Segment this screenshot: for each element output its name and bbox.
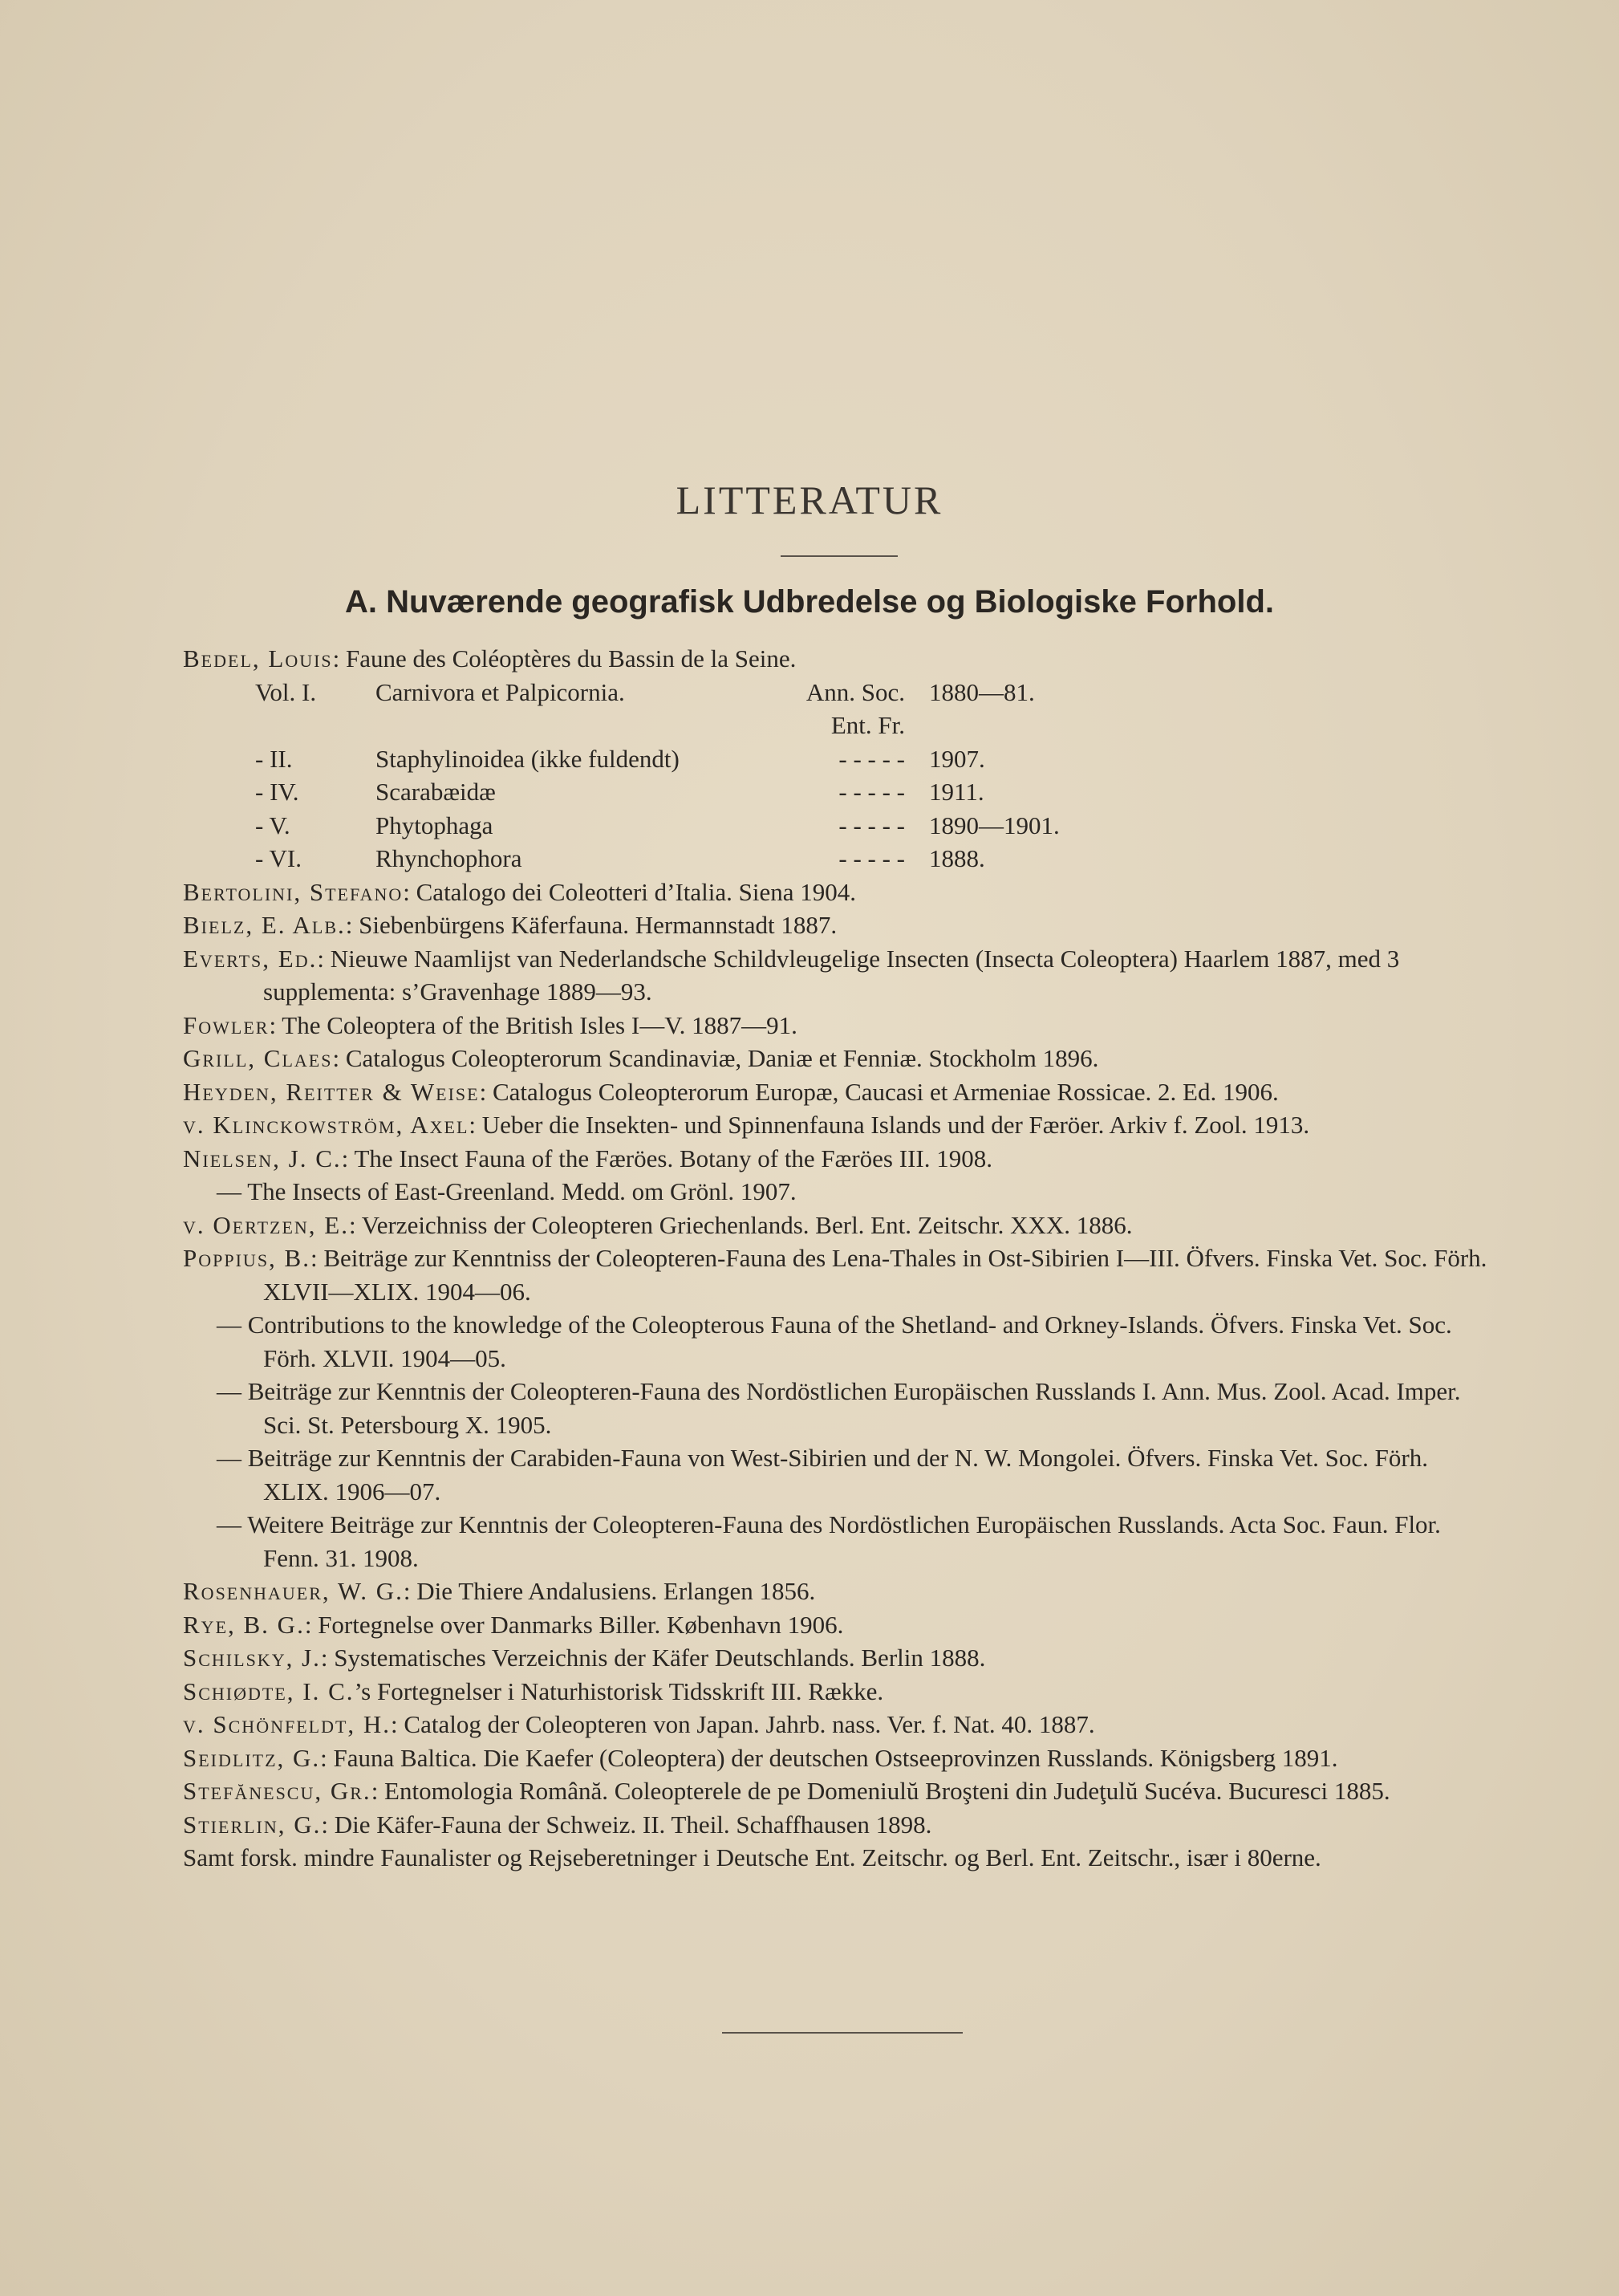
entry-text: : Catalogus Coleopterorum Scandinaviæ, Daniæ et Fenniæ. Stockholm 1896. — [332, 1044, 1099, 1072]
entry-text: : Die Käfer-Fauna der Schweiz. II. Theil. Schaffhausen 1898. — [321, 1810, 932, 1839]
volume-title: Phytophaga — [375, 811, 493, 839]
bibliography-entry — [183, 908, 1499, 942]
entry-text: — Beiträge zur Kenntnis der Coleopteren-Fauna des Nordöstlichen Europäischen Russlands I. Ann. Mus. Zool. Acad. Imper. Sci. St. Petersbourg X. 1905. — [217, 1377, 1461, 1439]
entry-text: : Fortegnelse over Danmarks Biller. København 1906. — [304, 1610, 844, 1639]
volume-source: - - - - - — [838, 778, 905, 806]
entry-text: : The Coleoptera of the British Isles I—V. 1887—91. — [269, 1010, 797, 1039]
entry-author: Nielsen, J. C. — [183, 1144, 342, 1172]
entry-author: Seidlitz, G. — [183, 1743, 321, 1772]
entry-text: — The Insects of East-Greenland. Medd. om Grönl. 1907. — [217, 1177, 797, 1205]
entry-list — [183, 876, 1499, 1875]
entry-text: : Siebenbürgens Käferfauna. Hermannstadt 1887. — [345, 911, 838, 939]
entry-text: — Weitere Beiträge zur Kenntnis der Coleopteren-Fauna des Nordöstlichen Europäischen Russlands. Acta Soc. Faun. Flor. Fenn. 31. 1908. — [217, 1510, 1441, 1572]
volume-year: 1890—1901. — [929, 811, 1060, 839]
bibliography-entry — [183, 1774, 1499, 1808]
entry-author: Rosenhauer, W. G. — [183, 1577, 404, 1605]
bibliography-entry — [183, 1042, 1499, 1075]
bibliography-entry — [183, 1009, 1499, 1042]
bibliography-entry — [183, 1075, 1499, 1109]
entry-text: : Ueber die Insekten- und Spinnenfauna Islands und der Færöer. Arkiv f. Zool. 1913. — [469, 1111, 1310, 1139]
bibliography-entry — [183, 1375, 1499, 1441]
volume-year: 1907. — [929, 744, 985, 773]
volume-number: - IV. — [255, 778, 299, 806]
bibliography-entry — [183, 1808, 1499, 1842]
volume-year: 1880—81. — [929, 677, 1035, 706]
volume-year: 1911. — [929, 778, 984, 806]
entry-author: Stefănescu, Gr. — [183, 1777, 371, 1805]
volume-number: - VI. — [255, 844, 302, 872]
entry-text: : Verzeichniss der Coleopteren Griechenlands. Berl. Ent. Zeitschr. XXX. 1886. — [348, 1210, 1133, 1239]
volume-title: Staphylinoidea (ikke fuldendt) — [375, 744, 680, 773]
bibliography-entry-bedel — [183, 642, 1499, 676]
entry-text: Samt forsk. mindre Faunalister og Rejseberetninger i Deutsche Ent. Zeitschr. og Berl. Ent. Zeitschr., især i 80erne. — [183, 1843, 1321, 1871]
entry-author: Everts, Ed. — [183, 944, 318, 973]
entry-author: Rye, B. G. — [183, 1610, 305, 1639]
entry-author: Bertolini, Stefano — [183, 877, 404, 906]
bibliography-entry — [183, 1741, 1499, 1775]
entry-text: : The Insect Fauna of the Færöes. Botany of the Færöes III. 1908. — [341, 1144, 992, 1172]
bibliography-entry — [183, 1641, 1499, 1675]
entry-author: Schilsky, J. — [183, 1644, 321, 1672]
bibliography-entry — [183, 1575, 1499, 1608]
entry-text: : Fauna Baltica. Die Kaefer (Coleoptera) der deutschen Ostseeprovinzen Russlands. Königsberg 1891. — [320, 1743, 1338, 1772]
entry-author: Bielz, E. Alb. — [183, 911, 346, 939]
volume-number: Vol. I. — [255, 677, 317, 706]
bibliography-entry — [183, 1441, 1499, 1508]
section-heading: A. Nuværende geografisk Udbredelse og Biologiske Forhold. — [345, 584, 1274, 620]
volume-row — [255, 742, 1499, 776]
entry-text: : Die Thiere Andalusiens. Erlangen 1856. — [403, 1577, 816, 1605]
bibliography-entry — [183, 1508, 1499, 1575]
entry-author: v. Oertzen, E. — [183, 1210, 349, 1239]
entry-author: Poppius, B. — [183, 1244, 310, 1272]
volume-source: Ann. Soc. Ent. Fr. — [805, 677, 905, 739]
entry-text: — Beiträge zur Kenntnis der Carabiden-Fauna von West-Sibirien und der N. W. Mongolei. Öfvers. Finska Vet. Soc. Förh. XLIX. 1906—07. — [217, 1444, 1428, 1506]
bibliography-entry — [183, 1241, 1499, 1308]
entry-author: Stierlin, G. — [183, 1810, 322, 1839]
entry-text: : Entomologia Română. Coleopterele de pe Domeniulŭ Broşteni din Judeţulŭ Sucéva. Bucuresci 1885. — [371, 1777, 1390, 1805]
bibliography-entry — [183, 1708, 1499, 1741]
volume-title: Rhynchophora — [375, 844, 522, 872]
volume-source: - - - - - — [838, 744, 905, 773]
bibliography-entry — [183, 1675, 1499, 1709]
volume-year: 1888. — [929, 844, 985, 872]
volume-source: - - - - - — [838, 811, 905, 839]
bibliography-entry — [183, 1142, 1499, 1176]
bibliography-entry — [183, 1108, 1499, 1142]
bibliography-entry — [183, 1608, 1499, 1642]
closing-divider — [722, 2032, 963, 2034]
entry-text: : Beiträge zur Kenntniss der Coleopteren-Fauna des Lena-Thales in Ost-Sibirien I—III. Öfvers. Finska Vet. Soc. Förh. XLVII—XLIX. 1904—06. — [263, 1244, 1487, 1306]
bibliography-entry — [183, 1175, 1499, 1209]
entry-text: ’s Fortegnelser i Naturhistorisk Tidsskrift III. Række. — [354, 1676, 884, 1705]
entry-text: : Catalogo dei Coleotteri d’Italia. Siena 1904. — [403, 877, 857, 906]
entry-text: — Contributions to the knowledge of the Coleopterous Fauna of the Shetland- and Orkney-Islands. Öfvers. Finska Vet. Soc. Förh. XLVII. 1904—05. — [217, 1311, 1452, 1372]
bibliography-list — [183, 642, 1499, 1875]
volume-row — [255, 775, 1499, 809]
entry-text: : Systematisches Verzeichnis der Käfer Deutschlands. Berlin 1888. — [320, 1644, 986, 1672]
entry-author: Heyden, Reitter & Weise — [183, 1077, 480, 1106]
entry-author: Schiødte, I. C. — [183, 1676, 355, 1705]
entry-author: v. Schönfeldt, H. — [183, 1710, 392, 1738]
volume-title: Carnivora et Palpicornia. — [375, 677, 625, 706]
volume-title: Scarabæidæ — [375, 778, 496, 806]
volume-number: - II. — [255, 744, 293, 773]
entry-text: : Catalogus Coleopterorum Europæ, Caucasi et Armeniae Rossicae. 2. Ed. 1906. — [479, 1077, 1279, 1106]
bibliography-entry — [183, 1209, 1499, 1242]
bibliography-entry — [183, 942, 1499, 1009]
page-title: LITTERATUR — [676, 477, 943, 522]
volume-row — [255, 809, 1499, 843]
volume-row — [255, 676, 1499, 742]
bibliography-entry — [183, 1841, 1499, 1875]
bibliography-entry — [183, 876, 1499, 909]
volume-row — [255, 842, 1499, 876]
entry-author: v. Klinckowström, Axel — [183, 1111, 469, 1139]
entry-text: : Faune des Coléoptères du Bassin de la Seine. — [332, 644, 797, 673]
volume-number: - V. — [255, 811, 290, 839]
entry-author: Bedel, Louis — [183, 644, 333, 673]
entry-text: : Nieuwe Naamlijst van Nederlandsche Schildvleugelige Insecten (Insecta Coleoptera) Haarlem 1887, med 3 supplementa: s’Gravenhage 1889—93. — [263, 944, 1400, 1006]
entry-author: Grill, Claes — [183, 1044, 333, 1072]
volume-source: - - - - - — [838, 844, 905, 872]
bibliography-entry — [183, 1308, 1499, 1375]
entry-author: Fowler — [183, 1010, 270, 1039]
entry-text: : Catalog der Coleopteren von Japan. Jahrb. nass. Ver. f. Nat. 40. 1887. — [391, 1710, 1095, 1738]
title-divider — [781, 555, 898, 557]
